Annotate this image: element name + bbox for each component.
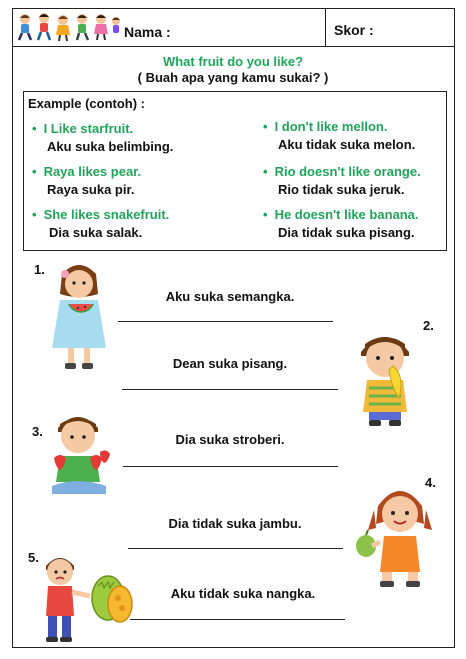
answer-line-4[interactable] (128, 548, 343, 549)
example-heading: Example (contoh) : (28, 96, 146, 111)
example-indonesian: Rio tidak suka jeruk. (278, 182, 405, 197)
answer-line-1[interactable] (118, 321, 333, 322)
example-indonesian: Aku suka belimbing. (47, 139, 174, 154)
example-english: • He doesn't like banana. (263, 206, 419, 224)
example-left-2 (32, 163, 141, 199)
question-number-1: 1. (34, 262, 45, 277)
answer-line-3[interactable] (123, 466, 338, 467)
example-indonesian: Aku tidak suka melon. (278, 137, 416, 152)
question-number-5: 5. (28, 550, 39, 565)
example-english: • Raya likes pear. (32, 163, 141, 181)
boy-holding-strawberries-icon (46, 410, 112, 498)
example-indonesian: Dia tidak suka pisang. (278, 225, 415, 240)
example-right-2 (263, 163, 421, 199)
question-sentence-3: Dia suka stroberi. (175, 432, 285, 447)
example-right-3 (263, 206, 419, 242)
example-indonesian: Raya suka pir. (47, 182, 135, 197)
boy-eating-banana-icon (355, 326, 415, 428)
question-sentence-4: Dia tidak suka jambu. (168, 516, 302, 531)
girl-refusing-guava-icon (354, 480, 438, 590)
example-left-3 (32, 206, 169, 242)
example-left-1 (32, 120, 173, 156)
worksheet-title: What fruit do you like? (162, 54, 304, 69)
kids-logo-icon (17, 12, 121, 42)
answer-line-5[interactable] (130, 619, 345, 620)
name-label: Nama : (124, 24, 171, 40)
boy-refusing-jackfruit-icon (38, 552, 138, 644)
question-number-4: 4. (425, 475, 436, 490)
example-english: • I Like starfruit. (32, 120, 173, 138)
header-separator (12, 46, 455, 47)
example-english: • She likes snakefruit. (32, 206, 169, 224)
answer-line-2[interactable] (122, 389, 338, 390)
girl-eating-watermelon-icon (48, 260, 110, 372)
question-sentence-2: Dean suka pisang. (172, 356, 288, 371)
worksheet-subtitle: ( Buah apa yang kamu sukai? ) (137, 70, 329, 85)
score-label: Skor : (334, 22, 374, 38)
question-number-3: 3. (32, 424, 43, 439)
example-indonesian: Dia suka salak. (49, 225, 143, 240)
example-english: • I don't like mellon. (263, 118, 415, 136)
example-english: • Rio doesn't like orange. (263, 163, 421, 181)
header-divider (325, 8, 326, 46)
question-number-2: 2. (423, 318, 434, 333)
question-sentence-1: Aku suka semangka. (165, 289, 295, 304)
example-right-1 (263, 118, 415, 154)
question-sentence-5: Aku tidak suka nangka. (170, 586, 316, 601)
